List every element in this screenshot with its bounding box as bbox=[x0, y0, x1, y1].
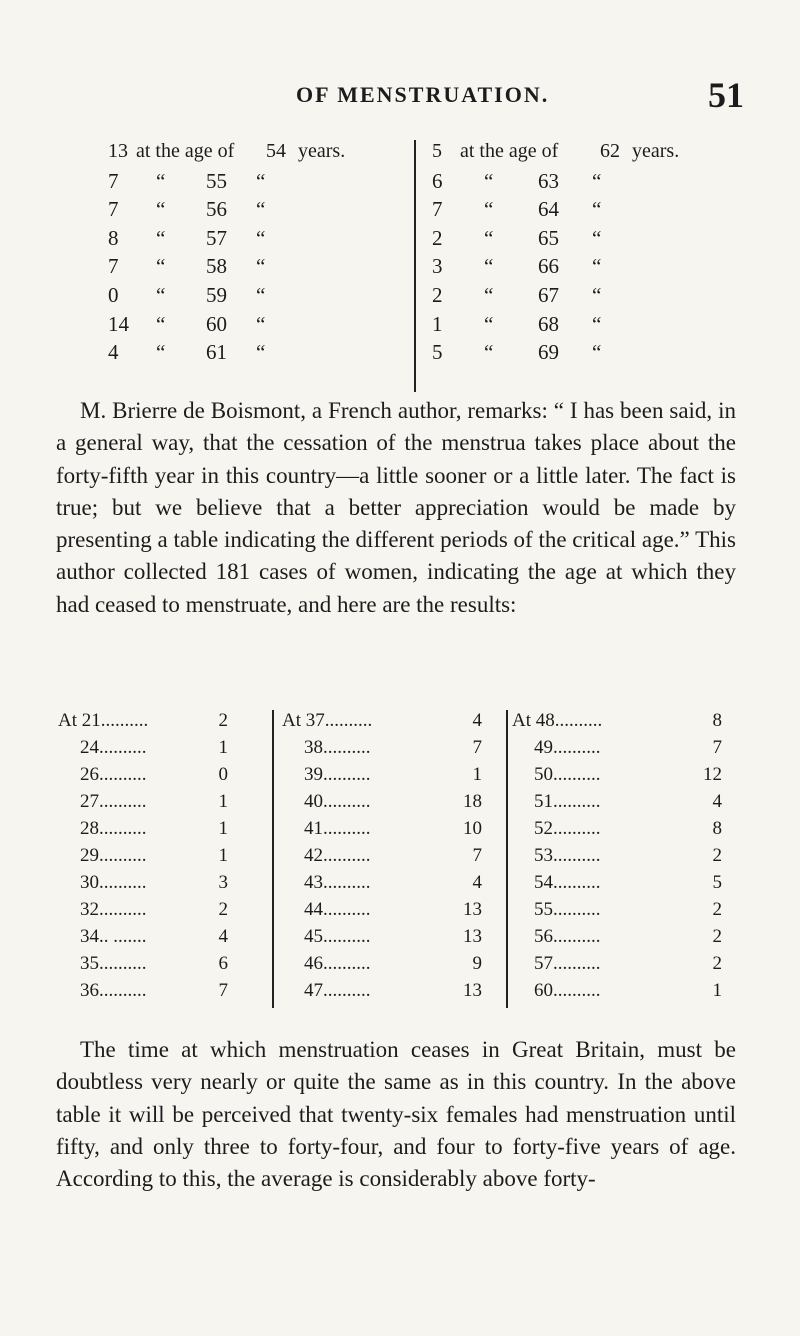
table-row bbox=[282, 818, 482, 845]
table-row bbox=[512, 791, 722, 818]
table-row bbox=[108, 197, 408, 226]
age-value: 68 bbox=[538, 311, 559, 336]
leader-dots: .. ....... bbox=[99, 926, 147, 947]
leader-dots: .......... bbox=[99, 872, 147, 893]
case-count: 7 bbox=[432, 197, 443, 222]
age-tables bbox=[108, 140, 748, 390]
age-label: “ bbox=[484, 254, 494, 279]
age-label: “ bbox=[156, 225, 166, 250]
table-row bbox=[282, 845, 482, 872]
age-value: 55 bbox=[534, 899, 553, 920]
age-value: 49 bbox=[534, 737, 553, 758]
results-tables bbox=[58, 710, 738, 1010]
age-value: 64 bbox=[538, 197, 559, 222]
age-value: 27 bbox=[80, 791, 99, 812]
case-count: 4 bbox=[108, 340, 119, 365]
case-count: 1 bbox=[432, 311, 443, 336]
leader-dots: .......... bbox=[99, 845, 147, 866]
case-count: 7 bbox=[108, 254, 119, 279]
unit-label: “ bbox=[592, 340, 602, 365]
age-label: “ bbox=[156, 254, 166, 279]
age-value: 47 bbox=[304, 980, 323, 1001]
age-value: 67 bbox=[538, 282, 559, 307]
age-value: 30 bbox=[80, 872, 99, 893]
results-column-1 bbox=[58, 710, 228, 1007]
table-row bbox=[512, 872, 722, 899]
table-row bbox=[282, 899, 482, 926]
age-value: 66 bbox=[538, 254, 559, 279]
paragraph-great-britain bbox=[56, 1034, 736, 1195]
leader-dots: .......... bbox=[553, 845, 601, 866]
age-value: At 21 bbox=[58, 710, 101, 731]
age-value: 58 bbox=[206, 254, 227, 279]
age-value: 52 bbox=[534, 818, 553, 839]
case-count: 2 bbox=[712, 953, 722, 974]
age-value: 60 bbox=[534, 980, 553, 1001]
age-value: 54 bbox=[534, 872, 553, 893]
age-value: At 37 bbox=[282, 710, 325, 731]
table-row bbox=[108, 140, 408, 169]
age-value: 39 bbox=[304, 764, 323, 785]
running-title: OF MENSTRUATION. bbox=[296, 82, 550, 107]
table-row bbox=[282, 926, 482, 953]
age-value: 65 bbox=[538, 225, 559, 250]
table-row bbox=[58, 953, 228, 980]
case-count: 4 bbox=[218, 926, 228, 947]
paragraph-brierre bbox=[56, 395, 736, 621]
table-divider bbox=[414, 140, 416, 392]
case-count: 5 bbox=[432, 140, 442, 162]
unit-label: “ bbox=[592, 254, 602, 279]
case-count: 1 bbox=[218, 818, 228, 839]
leader-dots: .......... bbox=[553, 764, 601, 785]
case-count: 7 bbox=[712, 737, 722, 758]
age-table-right bbox=[432, 140, 762, 369]
case-count: 8 bbox=[712, 710, 722, 731]
table-row bbox=[108, 283, 408, 312]
leader-dots: .......... bbox=[323, 899, 371, 920]
table-row bbox=[512, 899, 722, 926]
table-row bbox=[512, 845, 722, 872]
case-count: 7 bbox=[472, 737, 482, 758]
table-row bbox=[512, 764, 722, 791]
table-row bbox=[58, 845, 228, 872]
table-row bbox=[282, 710, 482, 737]
age-value: 59 bbox=[206, 282, 227, 307]
leader-dots: .......... bbox=[323, 953, 371, 974]
case-count: 1 bbox=[218, 737, 228, 758]
age-value: 60 bbox=[206, 311, 227, 336]
results-column-3 bbox=[512, 710, 722, 1007]
age-label: at the age of bbox=[136, 140, 235, 162]
unit-label: “ bbox=[256, 254, 266, 279]
table-row bbox=[512, 737, 722, 764]
page-header bbox=[0, 72, 800, 115]
case-count: 7 bbox=[472, 845, 482, 866]
age-table-left bbox=[108, 140, 408, 369]
case-count: 1 bbox=[712, 980, 722, 1001]
age-value: 44 bbox=[304, 899, 323, 920]
age-value: 54 bbox=[266, 140, 286, 162]
unit-label: “ bbox=[256, 168, 266, 193]
case-count: 10 bbox=[463, 818, 482, 839]
unit-label: “ bbox=[256, 340, 266, 365]
table-row bbox=[282, 980, 482, 1007]
unit-label: “ bbox=[256, 225, 266, 250]
age-label: “ bbox=[484, 168, 494, 193]
table-row bbox=[432, 254, 762, 283]
leader-dots: .......... bbox=[553, 899, 601, 920]
table-divider bbox=[272, 710, 274, 1008]
case-count: 12 bbox=[703, 764, 722, 785]
case-count: 1 bbox=[218, 845, 228, 866]
case-count: 6 bbox=[432, 168, 443, 193]
age-label: “ bbox=[484, 225, 494, 250]
age-label: “ bbox=[156, 311, 166, 336]
table-row bbox=[58, 818, 228, 845]
leader-dots: .......... bbox=[99, 791, 147, 812]
case-count: 7 bbox=[108, 168, 119, 193]
table-row bbox=[58, 899, 228, 926]
leader-dots: .......... bbox=[553, 953, 601, 974]
age-value: 35 bbox=[80, 953, 99, 974]
case-count: 4 bbox=[712, 791, 722, 812]
table-row bbox=[282, 791, 482, 818]
unit-label: years. bbox=[632, 140, 680, 162]
case-count: 5 bbox=[432, 340, 443, 365]
table-row bbox=[58, 926, 228, 953]
page-number: 51 bbox=[708, 75, 744, 115]
age-value: At 48 bbox=[512, 710, 555, 731]
age-value: 56 bbox=[534, 926, 553, 947]
case-count: 2 bbox=[712, 845, 722, 866]
table-row bbox=[58, 737, 228, 764]
leader-dots: .......... bbox=[99, 953, 147, 974]
leader-dots: .......... bbox=[99, 980, 147, 1001]
case-count: 7 bbox=[218, 980, 228, 1001]
case-count: 3 bbox=[218, 872, 228, 893]
leader-dots: .......... bbox=[324, 710, 373, 731]
case-count: 4 bbox=[472, 710, 482, 731]
leader-dots: .......... bbox=[323, 845, 371, 866]
age-label: at the age of bbox=[460, 140, 559, 162]
unit-label: “ bbox=[256, 197, 266, 222]
leader-dots: .......... bbox=[553, 926, 601, 947]
table-row bbox=[58, 791, 228, 818]
age-value: 46 bbox=[304, 953, 323, 974]
age-value: 42 bbox=[304, 845, 323, 866]
leader-dots: .......... bbox=[323, 737, 371, 758]
leader-dots: .......... bbox=[99, 899, 147, 920]
unit-label: “ bbox=[592, 168, 602, 193]
leader-dots: .......... bbox=[553, 980, 601, 1001]
table-row bbox=[512, 710, 722, 737]
case-count: 14 bbox=[108, 311, 129, 336]
case-count: 13 bbox=[463, 899, 482, 920]
leader-dots: .......... bbox=[553, 791, 601, 812]
age-value: 32 bbox=[80, 899, 99, 920]
case-count: 2 bbox=[712, 899, 722, 920]
unit-label: “ bbox=[592, 282, 602, 307]
case-count: 7 bbox=[108, 197, 119, 222]
table-row bbox=[58, 710, 228, 737]
table-row bbox=[512, 953, 722, 980]
case-count: 6 bbox=[218, 953, 228, 974]
age-value: 61 bbox=[206, 340, 227, 365]
table-row bbox=[108, 226, 408, 255]
unit-label: “ bbox=[256, 311, 266, 336]
age-label: “ bbox=[484, 311, 494, 336]
results-column-2 bbox=[282, 710, 482, 1007]
case-count: 0 bbox=[108, 282, 119, 307]
table-row bbox=[432, 283, 762, 312]
age-value: 29 bbox=[80, 845, 99, 866]
table-row bbox=[108, 254, 408, 283]
leader-dots: .......... bbox=[323, 818, 371, 839]
case-count: 13 bbox=[463, 980, 482, 1001]
leader-dots: .......... bbox=[323, 926, 371, 947]
case-count: 8 bbox=[108, 225, 119, 250]
age-value: 69 bbox=[538, 340, 559, 365]
age-label: “ bbox=[484, 197, 494, 222]
age-value: 41 bbox=[304, 818, 323, 839]
age-value: 55 bbox=[206, 168, 227, 193]
age-value: 57 bbox=[206, 225, 227, 250]
age-value: 38 bbox=[304, 737, 323, 758]
leader-dots: .......... bbox=[553, 872, 601, 893]
leader-dots: .......... bbox=[323, 764, 371, 785]
age-label: “ bbox=[484, 340, 494, 365]
table-row bbox=[282, 953, 482, 980]
age-label: “ bbox=[156, 168, 166, 193]
leader-dots: .......... bbox=[99, 737, 147, 758]
leader-dots: .......... bbox=[100, 710, 149, 731]
case-count: 1 bbox=[218, 791, 228, 812]
table-row bbox=[282, 737, 482, 764]
unit-label: “ bbox=[592, 311, 602, 336]
age-value: 50 bbox=[534, 764, 553, 785]
leader-dots: .......... bbox=[553, 818, 601, 839]
leader-dots: .......... bbox=[99, 818, 147, 839]
age-value: 26 bbox=[80, 764, 99, 785]
table-row bbox=[58, 980, 228, 1007]
leader-dots: .......... bbox=[323, 791, 371, 812]
table-row bbox=[432, 226, 762, 255]
case-count: 9 bbox=[472, 953, 482, 974]
case-count: 13 bbox=[108, 140, 128, 162]
unit-label: “ bbox=[592, 197, 602, 222]
case-count: 2 bbox=[712, 926, 722, 947]
age-value: 36 bbox=[80, 980, 99, 1001]
age-label: “ bbox=[156, 340, 166, 365]
case-count: 13 bbox=[463, 926, 482, 947]
age-value: 63 bbox=[538, 168, 559, 193]
age-value: 57 bbox=[534, 953, 553, 974]
age-value: 28 bbox=[80, 818, 99, 839]
age-label: “ bbox=[484, 282, 494, 307]
leader-dots: .......... bbox=[553, 737, 601, 758]
case-count: 5 bbox=[712, 872, 722, 893]
unit-label: “ bbox=[592, 225, 602, 250]
table-row bbox=[432, 140, 762, 169]
leader-dots: .......... bbox=[554, 710, 603, 731]
table-row bbox=[108, 312, 408, 341]
case-count: 0 bbox=[218, 764, 228, 785]
leader-dots: .......... bbox=[323, 980, 371, 1001]
case-count: 2 bbox=[432, 225, 443, 250]
table-divider bbox=[506, 710, 508, 1008]
case-count: 18 bbox=[463, 791, 482, 812]
case-count: 8 bbox=[712, 818, 722, 839]
table-row bbox=[512, 926, 722, 953]
unit-label: years. bbox=[298, 140, 346, 162]
paragraph-text: The time at which menstruation ceases in Great Britain, must be doubtless very nearly or quite the same as in this country. In the above table it will be perceived that twenty-six females had menstruation until fifty, and only three to forty-four, and four to forty-five years of age. According to this, the average is considerably above forty- bbox=[56, 1037, 736, 1192]
unit-label: “ bbox=[256, 282, 266, 307]
case-count: 2 bbox=[432, 282, 443, 307]
case-count: 2 bbox=[218, 710, 228, 731]
paragraph-text: M. Brierre de Boismont, a French author, remarks: “ I has been said, in a general way, that the cessation of the menstrua takes place about the forty-fifth year in this country—a little sooner or a little later. The fact is true; but we believe that a better appreciation would be made by presenting a table indicating the different periods of the critical age.” This author collected 181 cases of women, indicating the age at which they had ceased to menstruate, and here are the results: bbox=[56, 398, 736, 617]
case-count: 4 bbox=[472, 872, 482, 893]
case-count: 3 bbox=[432, 254, 443, 279]
age-value: 34 bbox=[80, 926, 99, 947]
age-value: 53 bbox=[534, 845, 553, 866]
table-row bbox=[432, 197, 762, 226]
age-value: 56 bbox=[206, 197, 227, 222]
table-row bbox=[282, 872, 482, 899]
table-row bbox=[108, 340, 408, 369]
table-row bbox=[282, 764, 482, 791]
table-row bbox=[58, 764, 228, 791]
table-row bbox=[58, 872, 228, 899]
age-value: 43 bbox=[304, 872, 323, 893]
table-row bbox=[512, 980, 722, 1007]
age-value: 45 bbox=[304, 926, 323, 947]
case-count: 1 bbox=[472, 764, 482, 785]
age-value: 62 bbox=[600, 140, 620, 162]
table-row bbox=[108, 169, 408, 198]
age-label: “ bbox=[156, 197, 166, 222]
age-value: 24 bbox=[80, 737, 99, 758]
table-row bbox=[432, 169, 762, 198]
age-label: “ bbox=[156, 282, 166, 307]
table-row bbox=[512, 818, 722, 845]
case-count: 2 bbox=[218, 899, 228, 920]
age-value: 51 bbox=[534, 791, 553, 812]
leader-dots: .......... bbox=[323, 872, 371, 893]
age-value: 40 bbox=[304, 791, 323, 812]
table-row bbox=[432, 312, 762, 341]
table-row bbox=[432, 340, 762, 369]
leader-dots: .......... bbox=[99, 764, 147, 785]
